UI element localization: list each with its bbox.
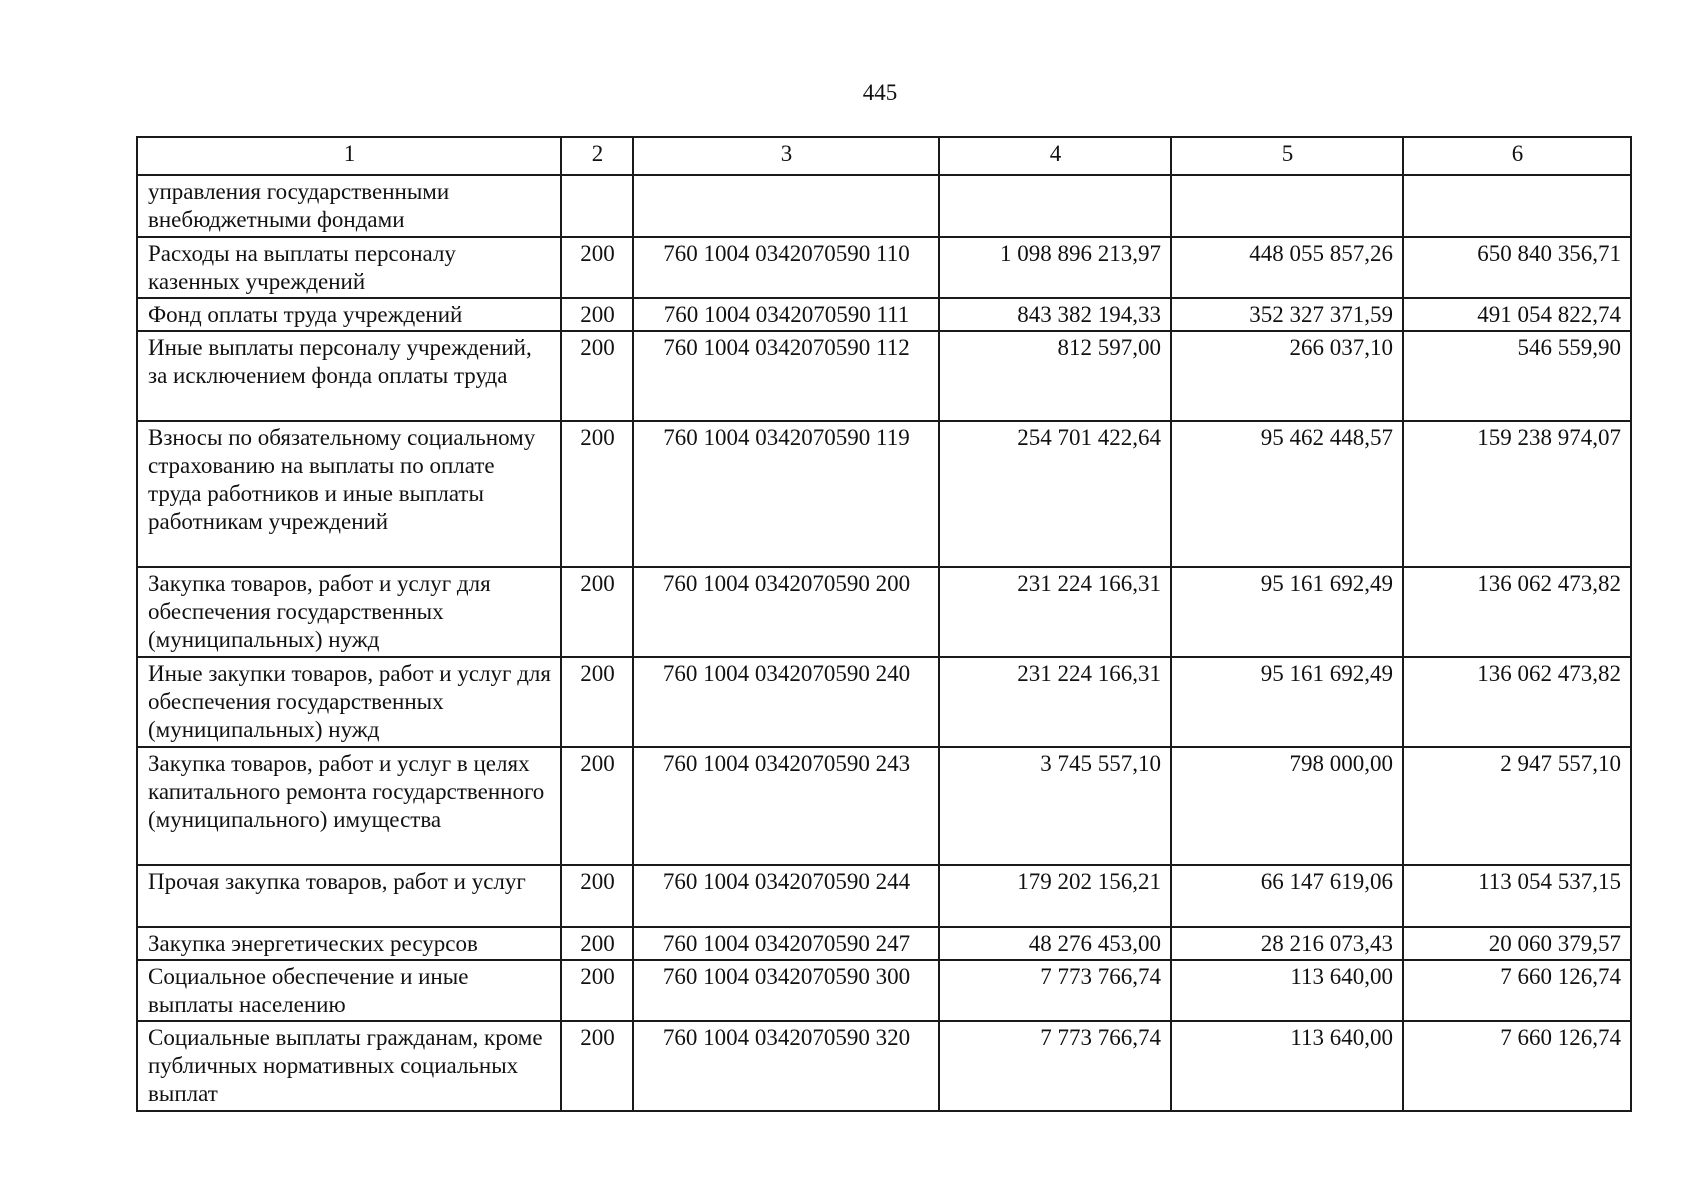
row-value-6 (1403, 175, 1631, 237)
row-value-4: 7 773 766,74 (939, 960, 1171, 1021)
row-name: Иные выплаты персоналу учреждений, за исключением фонда оплаты труда (137, 331, 561, 421)
row-name: Иные закупки товаров, работ и услуг для обеспечения государственных (муниципальных) нужд (137, 657, 561, 747)
row-code: 200 (561, 421, 633, 567)
row-code: 200 (561, 747, 633, 865)
table-row (137, 237, 1631, 298)
row-value-4 (939, 175, 1171, 237)
column-header-2: 2 (561, 137, 633, 175)
table-row (137, 567, 1631, 657)
row-value-6: 491 054 822,74 (1403, 298, 1631, 331)
row-value-6: 113 054 537,15 (1403, 865, 1631, 927)
row-value-4: 3 745 557,10 (939, 747, 1171, 865)
row-value-6: 159 238 974,07 (1403, 421, 1631, 567)
row-value-5: 113 640,00 (1171, 960, 1403, 1021)
row-value-6: 7 660 126,74 (1403, 1021, 1631, 1111)
row-name: Прочая закупка товаров, работ и услуг (137, 865, 561, 927)
row-value-5: 448 055 857,26 (1171, 237, 1403, 298)
table-row (137, 927, 1631, 960)
row-kbk: 760 1004 0342070590 320 (633, 1021, 939, 1111)
row-value-5: 95 462 448,57 (1171, 421, 1403, 567)
row-name: Социальные выплаты гражданам, кроме публичных нормативных социальных выплат (137, 1021, 561, 1111)
table-row (137, 1021, 1631, 1111)
table-header-row (137, 137, 1631, 175)
table-row (137, 421, 1631, 567)
row-value-4: 48 276 453,00 (939, 927, 1171, 960)
table-row (137, 865, 1631, 927)
row-value-5: 95 161 692,49 (1171, 567, 1403, 657)
row-kbk: 760 1004 0342070590 119 (633, 421, 939, 567)
table-row (137, 657, 1631, 747)
row-name: Закупка товаров, работ и услуг для обеспечения государственных (муниципальных) нужд (137, 567, 561, 657)
row-code (561, 175, 633, 237)
row-kbk: 760 1004 0342070590 247 (633, 927, 939, 960)
row-value-4: 7 773 766,74 (939, 1021, 1171, 1111)
row-kbk: 760 1004 0342070590 300 (633, 960, 939, 1021)
table-row (137, 747, 1631, 865)
row-value-5: 28 216 073,43 (1171, 927, 1403, 960)
row-value-4: 231 224 166,31 (939, 567, 1171, 657)
row-kbk: 760 1004 0342070590 110 (633, 237, 939, 298)
row-code: 200 (561, 567, 633, 657)
table-row (137, 175, 1631, 237)
row-kbk (633, 175, 939, 237)
row-value-6: 20 060 379,57 (1403, 927, 1631, 960)
row-value-5: 66 147 619,06 (1171, 865, 1403, 927)
row-code: 200 (561, 331, 633, 421)
row-name: Закупка товаров, работ и услуг в целях капитального ремонта государственного (муниципального) имущества (137, 747, 561, 865)
row-value-4: 812 597,00 (939, 331, 1171, 421)
row-value-5: 798 000,00 (1171, 747, 1403, 865)
row-code: 200 (561, 657, 633, 747)
table-row (137, 331, 1631, 421)
row-kbk: 760 1004 0342070590 244 (633, 865, 939, 927)
row-value-6: 546 559,90 (1403, 331, 1631, 421)
row-name: Закупка энергетических ресурсов (137, 927, 561, 960)
row-kbk: 760 1004 0342070590 111 (633, 298, 939, 331)
row-code: 200 (561, 298, 633, 331)
row-value-5: 113 640,00 (1171, 1021, 1403, 1111)
row-value-5 (1171, 175, 1403, 237)
row-value-4: 843 382 194,33 (939, 298, 1171, 331)
row-code: 200 (561, 865, 633, 927)
row-name: Фонд оплаты труда учреждений (137, 298, 561, 331)
row-value-5: 352 327 371,59 (1171, 298, 1403, 331)
row-value-5: 95 161 692,49 (1171, 657, 1403, 747)
row-name: управления государственными внебюджетными фондами (137, 175, 561, 237)
budget-table (136, 136, 1632, 1112)
row-value-4: 254 701 422,64 (939, 421, 1171, 567)
row-value-6: 7 660 126,74 (1403, 960, 1631, 1021)
table-row (137, 960, 1631, 1021)
row-name: Взносы по обязательному социальному страхованию на выплаты по оплате труда работников и иные выплаты работникам учреждений (137, 421, 561, 567)
row-kbk: 760 1004 0342070590 240 (633, 657, 939, 747)
table-row (137, 298, 1631, 331)
row-name: Социальное обеспечение и иные выплаты населению (137, 960, 561, 1021)
column-header-1: 1 (137, 137, 561, 175)
row-code: 200 (561, 1021, 633, 1111)
column-header-3: 3 (633, 137, 939, 175)
row-code: 200 (561, 927, 633, 960)
column-header-6: 6 (1403, 137, 1631, 175)
row-value-4: 179 202 156,21 (939, 865, 1171, 927)
column-header-4: 4 (939, 137, 1171, 175)
row-value-4: 1 098 896 213,97 (939, 237, 1171, 298)
row-kbk: 760 1004 0342070590 112 (633, 331, 939, 421)
row-value-6: 650 840 356,71 (1403, 237, 1631, 298)
row-value-4: 231 224 166,31 (939, 657, 1171, 747)
row-code: 200 (561, 960, 633, 1021)
row-value-6: 2 947 557,10 (1403, 747, 1631, 865)
page-number: 445 (862, 80, 898, 105)
row-kbk: 760 1004 0342070590 200 (633, 567, 939, 657)
column-header-5: 5 (1171, 137, 1403, 175)
row-code: 200 (561, 237, 633, 298)
row-name: Расходы на выплаты персоналу казенных учреждений (137, 237, 561, 298)
row-value-5: 266 037,10 (1171, 331, 1403, 421)
row-kbk: 760 1004 0342070590 243 (633, 747, 939, 865)
row-value-6: 136 062 473,82 (1403, 567, 1631, 657)
row-value-6: 136 062 473,82 (1403, 657, 1631, 747)
